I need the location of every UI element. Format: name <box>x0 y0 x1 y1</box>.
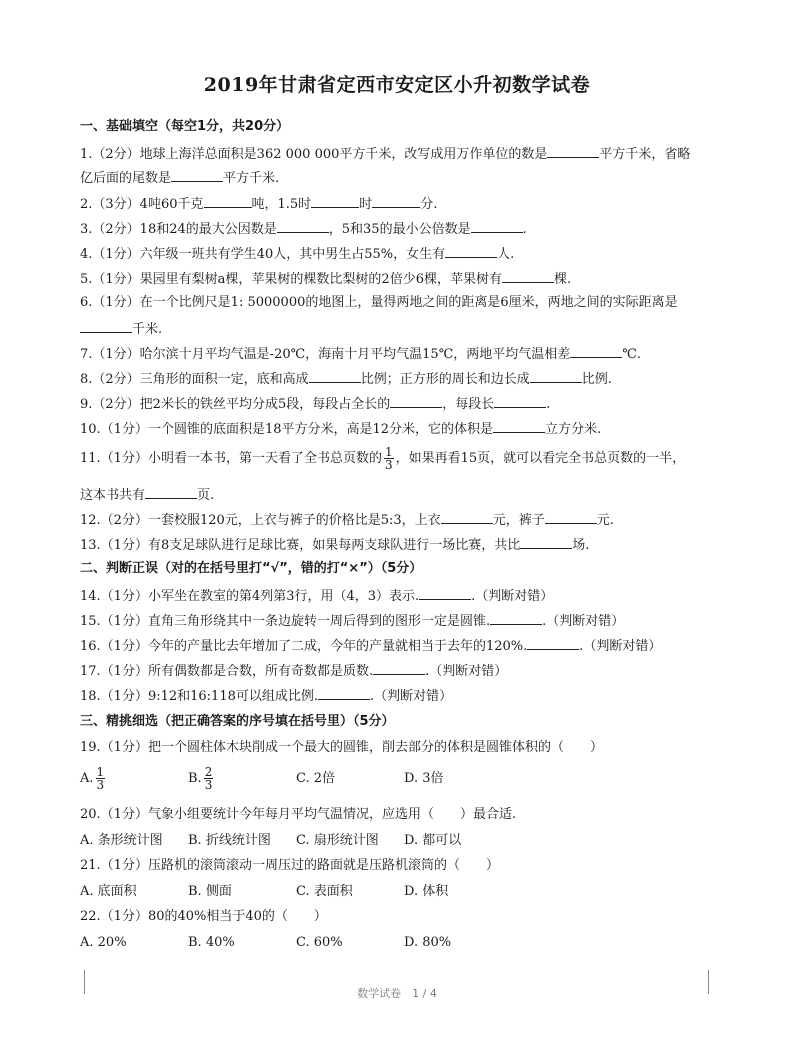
answer-blank <box>545 510 597 524</box>
answer-blank <box>527 636 579 650</box>
answer-blank <box>204 194 252 208</box>
option-c: C. 60% <box>296 935 343 950</box>
question-8: 8.（2分）三角形的面积一定，底和高成 比例；正方形的周长和边长成 比例. <box>80 369 730 389</box>
answer-blank <box>145 485 197 499</box>
option-a: A. 底面积 <box>80 884 137 899</box>
option-c: C. 表面积 <box>296 884 353 899</box>
option-d: D. 80% <box>404 935 452 950</box>
option-c: C. 2倍 <box>296 771 336 786</box>
fraction: $\frac{2}{3}$ <box>204 765 213 792</box>
question-22-options <box>80 934 730 952</box>
answer-blank <box>445 244 497 258</box>
question-2: 2.（3分）4吨60千克 吨，1.5时 时 分. <box>80 194 730 214</box>
question-19: 19.（1分）把一个圆柱体木块削成一个最大的圆锥，削去部分的体积是圆锥体积的（ ） <box>80 740 603 755</box>
answer-blank <box>520 535 572 549</box>
question-15: 15.（1分）直角三角形绕其中一条边旋转一周后得到的图形一定是圆锥. .（判断对错） <box>80 611 730 631</box>
question-3: 3.（2分）18和24的最大公因数是 ，5和35的最小公倍数是 . <box>80 219 730 239</box>
question-21: 21.（1分）压路机的滚筒滚动一周压过的路面就是压路机滚筒的（ ） <box>80 858 499 873</box>
answer-blank <box>471 219 523 233</box>
question-4: 4.（1分）六年级一班共有学生40人，其中男生占55%，女生有 人. <box>80 244 730 264</box>
option-a: A. 20% <box>80 935 127 950</box>
option-b: B. 折线统计图 <box>188 833 271 848</box>
page-title: 2019年甘肃省定西市安定区小升初数学试卷 <box>203 74 591 96</box>
page-footer: 数学试卷 1 / 4 <box>357 987 437 1000</box>
question-20-options <box>80 832 730 850</box>
question-21-options <box>80 883 730 901</box>
answer-blank <box>502 269 554 283</box>
question-1-cont: 亿后面的尾数是 平方千米. <box>80 168 730 188</box>
question-18: 18.（1分）9:12和16:118可以组成比例. .（判断对错） <box>80 686 730 706</box>
question-1: 1.（2分）地球上海洋总面积是362 000 000平方千米，改写成用万作单位的数是 平方千米，省略 <box>80 144 730 164</box>
question-12: 12.（2分）一套校服120元，上衣与裤子的价格比是5:3，上衣 元，裤子 元. <box>80 510 730 530</box>
option-d: D. 3倍 <box>404 771 444 786</box>
question-11-cont: 这本书共有 页. <box>80 485 730 505</box>
option-d: D. 体积 <box>404 884 449 899</box>
option-d: D. 都可以 <box>404 833 462 848</box>
question-14: 14.（1分）小军坐在教室的第4列第3行，用（4，3）表示. .（判断对错） <box>80 586 730 606</box>
answer-blank <box>490 611 542 625</box>
question-6: 6.（1分）在一个比例尺是1: 5000000的地图上，量得两地之间的距离是6厘米，两地之间的实际距离是 <box>80 295 678 310</box>
answer-blank <box>547 144 599 158</box>
option-b: B. 40% <box>188 935 235 950</box>
section-heading-2: 二、判断正误（对的在括号里打“√”，错的打“×”）（5分） <box>80 561 423 576</box>
question-20: 20.（1分）气象小组要统计今年每月平均气温情况，应选用（ ）最合适. <box>80 807 517 822</box>
answer-blank <box>419 586 471 600</box>
answer-blank <box>318 686 370 700</box>
question-6-cont: 千米. <box>80 319 730 339</box>
question-19-options <box>80 764 730 794</box>
answer-blank <box>373 661 425 675</box>
answer-blank <box>441 510 493 524</box>
question-9: 9.（2分）把2米长的铁丝平均分成5段，每段占全长的 ，每段长 . <box>80 394 730 414</box>
answer-blank <box>570 344 622 358</box>
option-b: B. $\frac{2}{3}$ <box>188 765 213 792</box>
fraction: $\frac{1}{3}$ <box>96 765 105 792</box>
answer-blank <box>530 369 582 383</box>
answer-blank <box>493 419 545 433</box>
section-heading-3: 三、精挑细选（把正确答案的序号填在括号里）（5分） <box>80 714 395 729</box>
question-10: 10.（1分）一个圆锥的底面积是18平方分米，高是12分米，它的体积是 立方分米. <box>80 419 730 439</box>
answer-blank <box>277 219 329 233</box>
question-7: 7.（1分）哈尔滨十月平均气温是-20℃，海南十月平均气温15℃，两地平均气温相差 ℃. <box>80 344 730 364</box>
question-17: 17.（1分）所有偶数都是合数，所有奇数都是质数. .（判断对错） <box>80 661 730 681</box>
fraction: $\frac{1}{3}$ <box>384 445 393 472</box>
question-16: 16.（1分）今年的产量比去年增加了二成，今年的产量就相当于去年的120%. .（判断对错） <box>80 636 730 656</box>
option-a: A. 条形统计图 <box>80 833 163 848</box>
question-13: 13.（1分）有8支足球队进行足球比赛，如果每两支球队进行一场比赛，共比 场. <box>80 535 730 555</box>
question-22: 22.（1分）80的40%相当于40的（ ） <box>80 909 327 924</box>
section-heading-1: 一、基础填空（每空1分，共20分） <box>80 119 290 134</box>
answer-blank <box>494 394 546 408</box>
answer-blank <box>171 168 223 182</box>
answer-blank <box>80 319 132 333</box>
option-b: B. 侧面 <box>188 884 232 899</box>
answer-blank <box>390 394 442 408</box>
answer-blank <box>311 194 359 208</box>
question-5: 5.（1分）果园里有梨树a棵，苹果树的棵数比梨树的2倍少6棵，苹果树有 棵. <box>80 269 730 289</box>
question-11: 11.（1分）小明看一本书，第一天看了全书总页数的 $\frac{1}{3}$ ，如果再看15页，就可以看完全书总页数的一半， <box>80 445 686 472</box>
option-c: C. 扇形统计图 <box>296 833 379 848</box>
answer-blank <box>309 369 361 383</box>
option-a: A. $\frac{1}{3}$ <box>80 765 105 792</box>
answer-blank <box>372 194 420 208</box>
